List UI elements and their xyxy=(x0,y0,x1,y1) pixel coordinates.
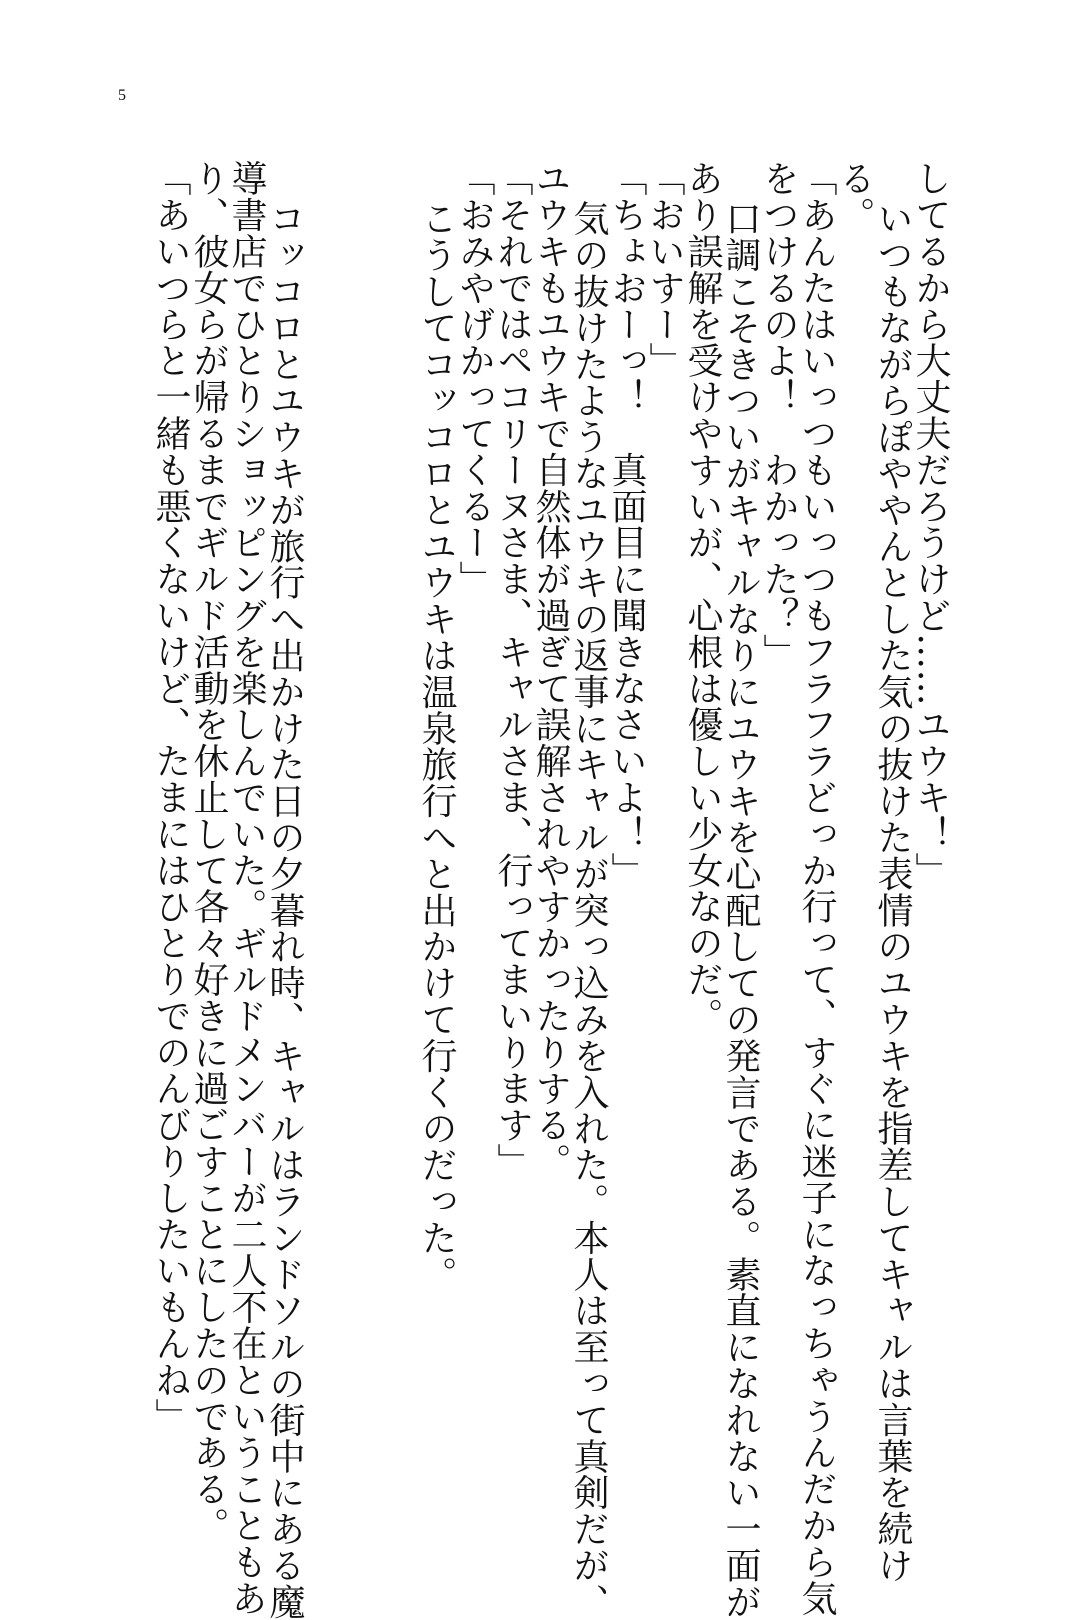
text-line: る。 xyxy=(834,160,875,233)
text-line: こうしてコッコロとユウキは温泉旅行へと出かけて行くのだった。 xyxy=(416,200,457,1292)
text-line: してるから大丈夫だろうけど……ユウキ！」 xyxy=(910,160,951,888)
text-line: 気の抜けたようなユウキの返事にキャルが突っ込みを入れた。本人は至って真剣だが、 xyxy=(568,200,609,1620)
text-line: 口調こそきついがキャルなりにユウキを心配しての発言である。素直になれない一面が xyxy=(720,200,761,1620)
text-line: をつけるのよ！ わかった？」 xyxy=(758,160,799,670)
vertical-text-body xyxy=(120,160,951,1620)
text-line: 導書店でひとりショッピングを楽しんでいた。ギルドメンバーが二人不在ということもあ xyxy=(226,160,267,1616)
text-line: り、彼女らが帰るまでギルド活動を休止して各々好きに過ごすことにしたのである。 xyxy=(188,160,229,1544)
text-line: いつもながらぽややんとした気の抜けた表情のユウキを指差してキャルは言葉を続け xyxy=(872,200,913,1584)
text-line: 「あんたはいっつもいっつもフラフラどっか行って、すぐに迷子になっちゃうんだから気 xyxy=(796,160,837,1616)
text-line: 「おみやげかってくるー」 xyxy=(454,160,495,597)
text-line: 「あいつらと一緒も悪くないけど、たまにはひとりでのんびりしたいもんね」 xyxy=(150,160,191,1434)
page-number: 5 xyxy=(118,87,126,104)
text-line: 「それではペコリーヌさま、キャルさま、行ってまいります」 xyxy=(492,160,533,1180)
text-line: コッコロとユウキが旅行へ出かけた日の夕暮れ時、キャルはランドソルの街中にある魔 xyxy=(264,200,305,1620)
text-line: あり誤解を受けやすいが、心根は優しい少女なのだ。 xyxy=(682,160,723,1034)
text-line: 「おいすー」 xyxy=(644,160,685,379)
text-line: 「ちょおーっ！ 真面目に聞きなさいよ！」 xyxy=(606,160,647,888)
text-line: ユウキもユウキで自然体が過ぎて誤解されやすかったりする。 xyxy=(530,160,571,1180)
